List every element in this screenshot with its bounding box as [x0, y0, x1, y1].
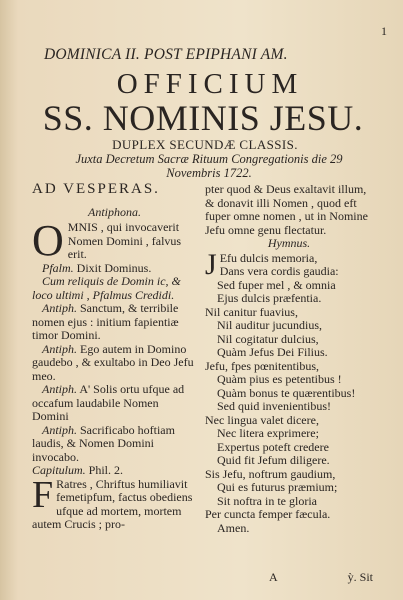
hymn-line: Nec lingua valet dicere, [205, 412, 319, 427]
drop-cap-f: F [32, 473, 54, 516]
capitulum-ref: Phil. 2. [88, 463, 124, 477]
heading-dominica: DOMINICA II. POST EPIPHANI AM. [44, 46, 288, 63]
hymn-line: Nil auditur jucundius, [217, 318, 322, 332]
hymn-line: Per cuncta femper fæcula. [205, 507, 331, 521]
decree-line-1: Juxta Decretum Sacræ Rituum Congregationis die 29 [75, 152, 343, 166]
catchword: ỳ. Sit [347, 570, 373, 584]
psalm-line [32, 262, 197, 276]
hymn-line: Quàm bonus te quærentibus! [217, 385, 356, 400]
drop-cap-o: O [32, 216, 64, 265]
hymn-line: Nec litera exprimere; [217, 426, 319, 440]
hymn-line: Quid fit Jefum diligere. [217, 453, 330, 467]
hymn-line: Efu dulcis memoria, [219, 250, 318, 265]
heading-officium: OFFICIUM [116, 68, 304, 100]
antiphon-2 [32, 343, 197, 384]
omnis-paragraph [32, 216, 197, 265]
heading-nominis-jesu: SS. NOMINIS JESU. [42, 98, 364, 138]
left-column [32, 183, 197, 532]
psalm-rubric: Pfalm. [42, 260, 74, 275]
hymn-line: Amen. [217, 520, 250, 535]
antiph-rubric: Antiph. [42, 341, 77, 356]
omnis-text: MNIS , qui invocaverit Nomen Domini , falvus erit. [67, 220, 182, 261]
hymn-line: Nil canitur fuavius, [205, 304, 298, 319]
cum-rubric: Cum reliquis de Domin ic, [42, 274, 169, 288]
psalm-text: Dixit Dominus. [76, 260, 152, 275]
antiphon-3 [32, 383, 197, 424]
hymn-line: Quàm Jefus Dei Filius. [217, 345, 328, 359]
signature-mark: A [269, 570, 278, 584]
antiphon-1 [32, 302, 197, 343]
hymn-line: Qui es futurus præmium; [217, 480, 338, 494]
antiph-rubric: Antiph. [42, 422, 77, 437]
ad-vesperas-heading: AD VESPERAS. [32, 181, 160, 197]
antiphon-text: Ego autem in Domino gaudebo , & exultabo in Deo Jefu meo. [32, 341, 194, 383]
hymnus-label: Hymnus. [267, 236, 311, 250]
antiph-rubric: Antiph. [42, 382, 77, 396]
drop-cap-j: J [205, 247, 217, 281]
cum-text: & loco ultimi , Pfalmus Credidi. [32, 274, 181, 302]
hymn-line: Quàm pius es petentibus ! [217, 372, 342, 386]
fratres-paragraph [32, 473, 197, 532]
fratres-text: Ratres , Chriftus humiliavit femetipfum, factus obediens ufque ad mortem, mortem autem Crucis ; pro- [32, 476, 193, 531]
right-column [205, 183, 373, 535]
capitulum-line [32, 464, 197, 478]
hymn-line: Expertus poteft credere [217, 439, 329, 454]
hymn-line: Jefu, fpes pœnitentibus, [205, 358, 319, 373]
capitulum-continuation: pter quod & Deus exaltavit illum, & donavit illi Nomen , quod eft fuper omne nomen , ut in Nomine Jefu omne genu flectatur. [205, 182, 368, 237]
hymn-line: Sis Jefu, noftrum gaudium, [205, 466, 336, 481]
decree-note [44, 152, 374, 180]
antiphon-4 [32, 424, 197, 465]
antiphona-label: Antiphona. [88, 204, 141, 219]
hymn-body [205, 247, 373, 536]
hymn-line: Sed quid invenientibus! [217, 399, 331, 413]
antiph-rubric: Antiph. [42, 301, 77, 315]
antiphon-text: A' Solis ortu ufque ad occafum laudabile Nomen Domini [32, 382, 185, 423]
hymn-line: Dans vera cordis gaudia: [219, 264, 339, 278]
heading-duplex: DUPLEX SECUNDÆ CLASSIS. [112, 137, 298, 152]
hymn-line: Ejus dulcis præfentia. [217, 291, 322, 305]
page-number: 1 [381, 24, 387, 38]
hymn-line: Sed fuper mel , & omnia [217, 277, 336, 292]
hymn-line: Nil cogitatur dulcius, [217, 331, 319, 346]
capitulum-rubric: Capitulum. [32, 463, 86, 477]
antiphon-text: Sanctum, & terribile nomen ejus : initium fapientiæ timor Domini. [32, 301, 179, 342]
decree-line-2: Novembris 1722. [166, 166, 252, 180]
hymn-line: Sit noftra in te gloria [217, 493, 317, 508]
antiphon-text: Sacrificabo hoftiam laudis, & Nomen Domini invocabo. [32, 422, 175, 464]
cum-reliquis-line [32, 275, 197, 302]
